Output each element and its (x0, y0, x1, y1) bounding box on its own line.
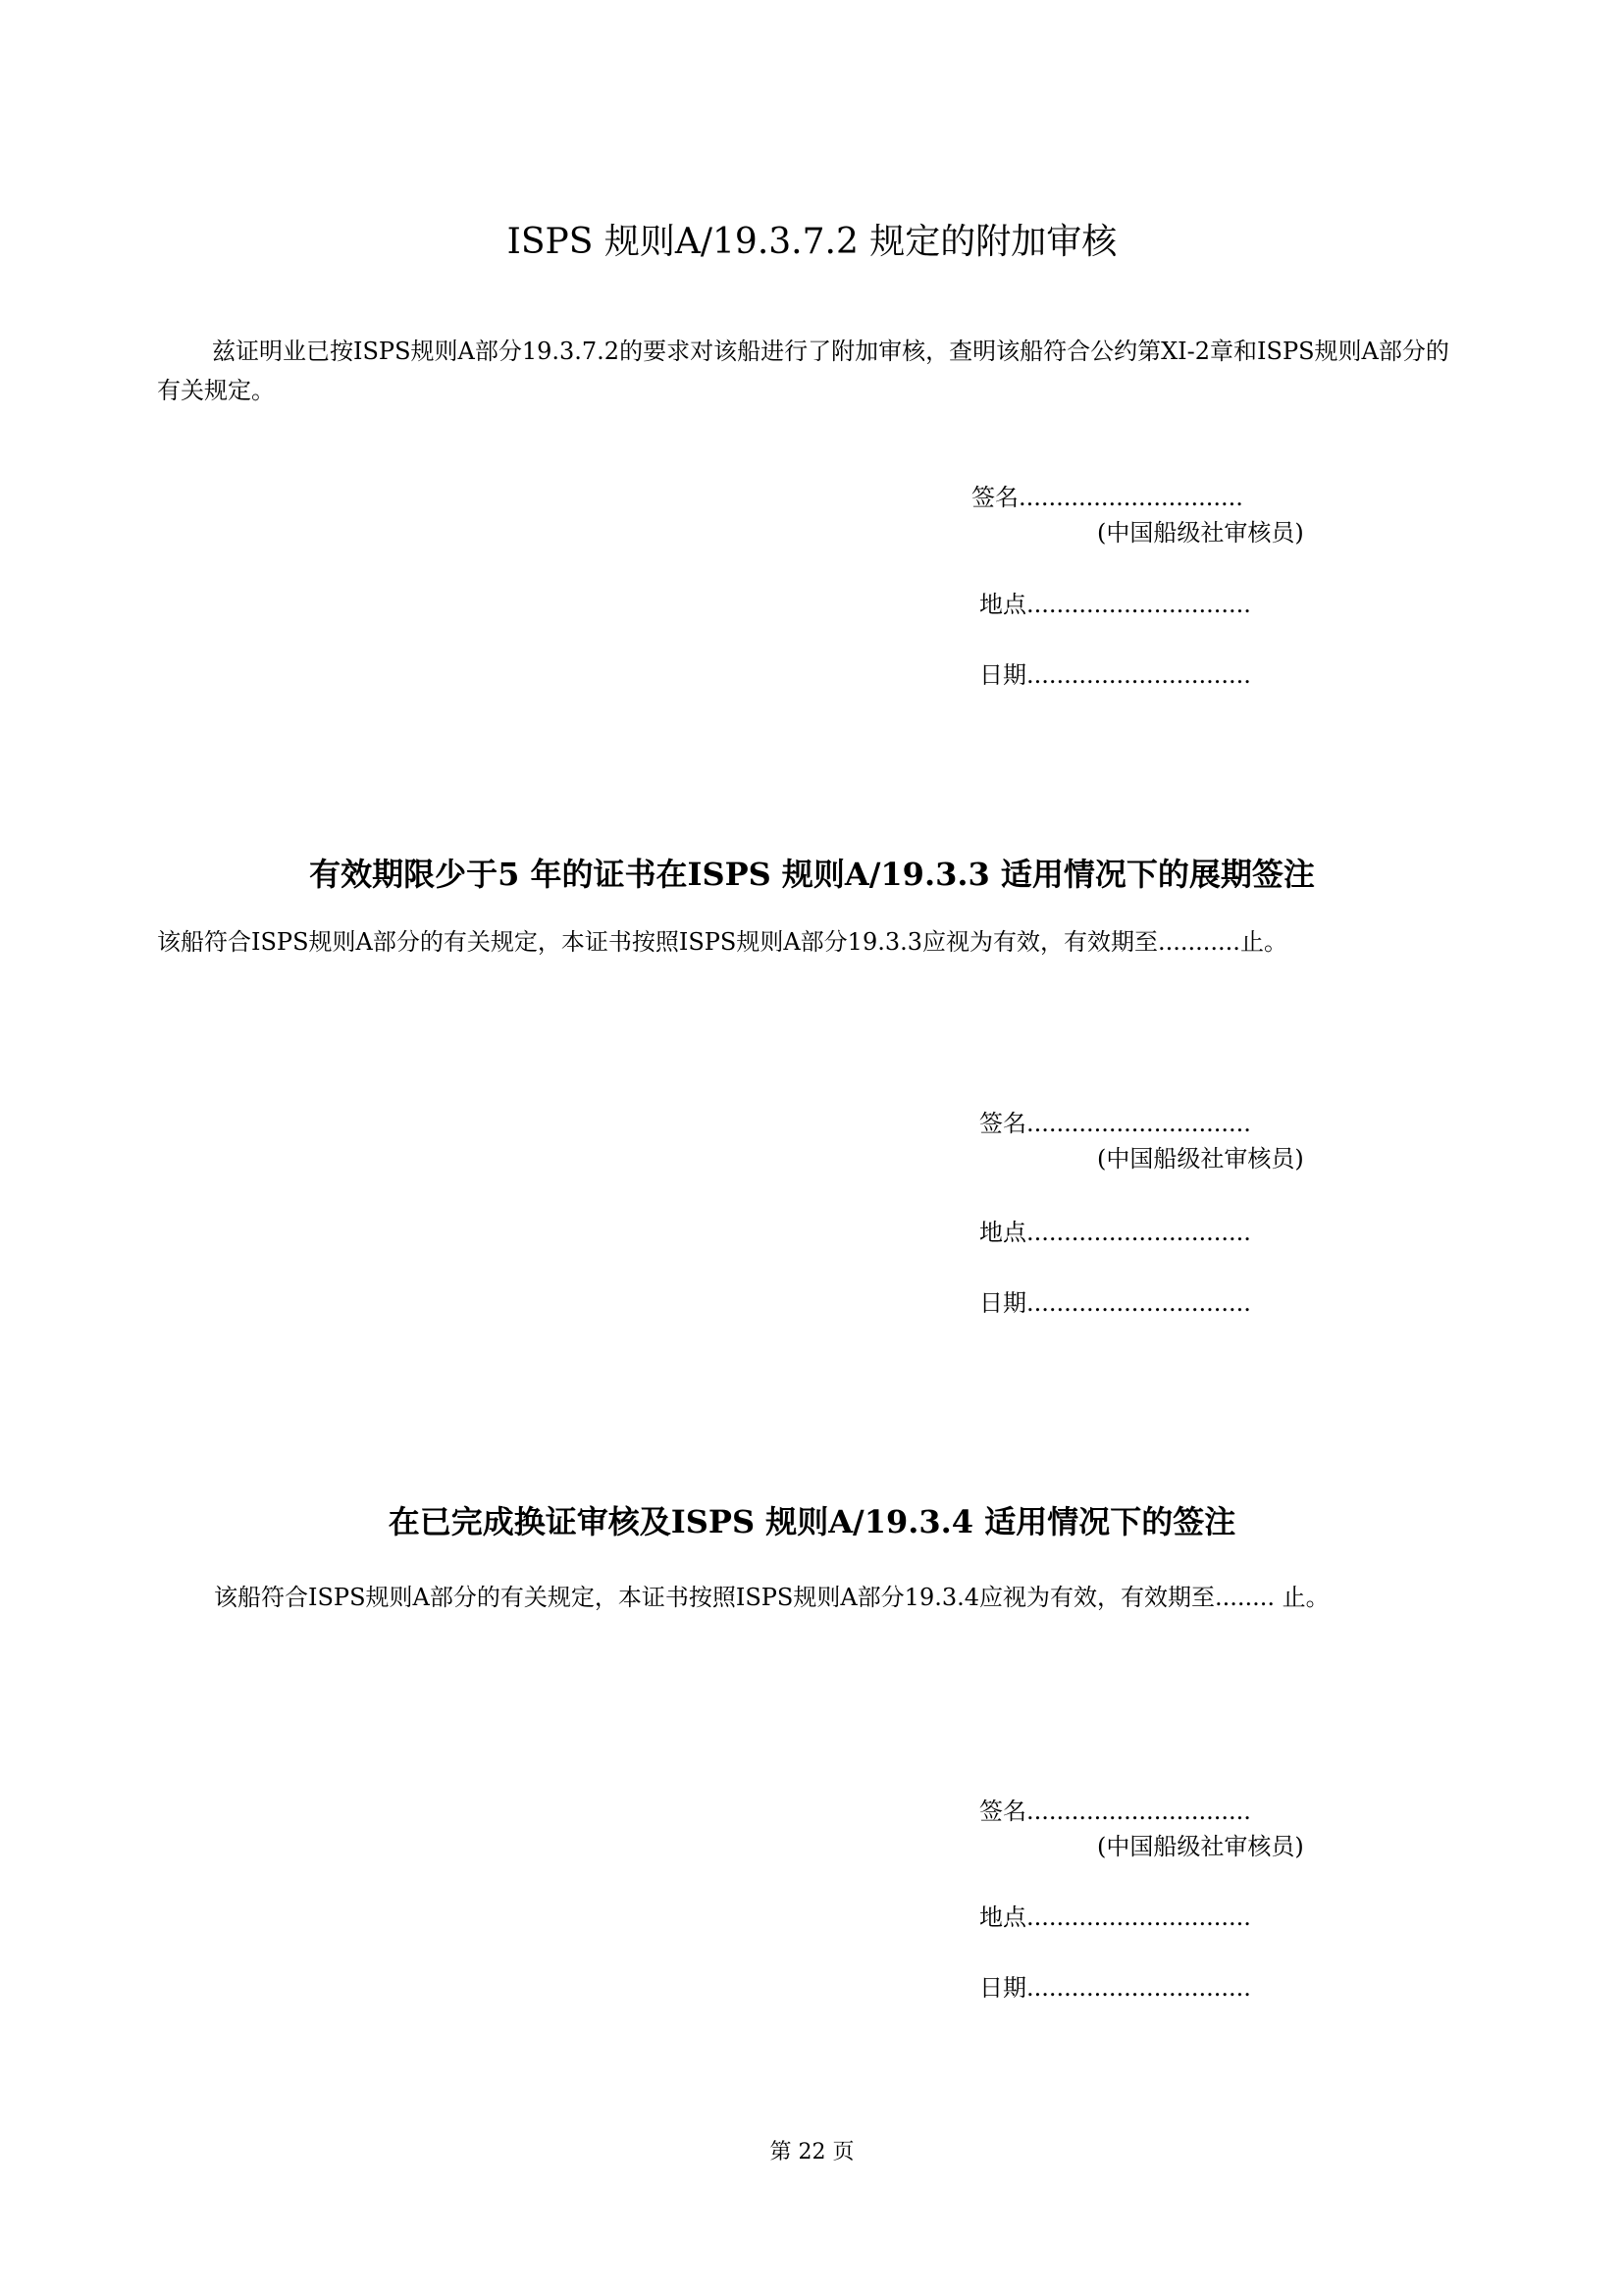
section3-title: 在已完成换证审核及ISPS 规则A/19.3.4 适用情况下的签注 (388, 1503, 1236, 1540)
section1-title: ISPS 规则A/19.3.7.2 规定的附加审核 (506, 222, 1118, 262)
section1-body: 兹证明业已按ISPS规则A部分19.3.7.2的要求对该船进行了附加审核，查明该船符合公约第XI-2章和ISPS规则A部分的有关规定。 (157, 338, 1449, 404)
section3-auditor: (中国船级社审核员) (1097, 1833, 1304, 1860)
section2-signature: 签名.............................. (979, 1110, 1251, 1137)
section1-place: 地点.............................. (979, 591, 1251, 618)
section2-date: 日期.............................. (979, 1289, 1251, 1317)
section1-signature: 签名.............................. (971, 484, 1243, 511)
section2-body: 该船符合ISPS规则A部分的有关规定，本证书按照ISPS规则A部分19.3.3应视为有效，有效期至...........止。 (157, 928, 1287, 956)
section3-place: 地点.............................. (979, 1903, 1251, 1931)
section1-date: 日期.............................. (979, 661, 1251, 689)
section3-date: 日期.............................. (979, 1974, 1251, 2002)
page-number: 第 22 页 (769, 2140, 855, 2164)
section2-title: 有效期限少于5 年的证书在ISPS 规则A/19.3.3 适用情况下的展期签注 (309, 856, 1315, 893)
section1-auditor: (中国船级社审核员) (1097, 519, 1304, 547)
section3-body: 该船符合ISPS规则A部分的有关规定，本证书按照ISPS规则A部分19.3.4应视为有效，有效期至........ 止。 (214, 1584, 1330, 1611)
section2-place: 地点.............................. (979, 1219, 1251, 1246)
section2-auditor: (中国船级社审核员) (1097, 1145, 1304, 1173)
section3-signature: 签名.............................. (979, 1798, 1251, 1825)
